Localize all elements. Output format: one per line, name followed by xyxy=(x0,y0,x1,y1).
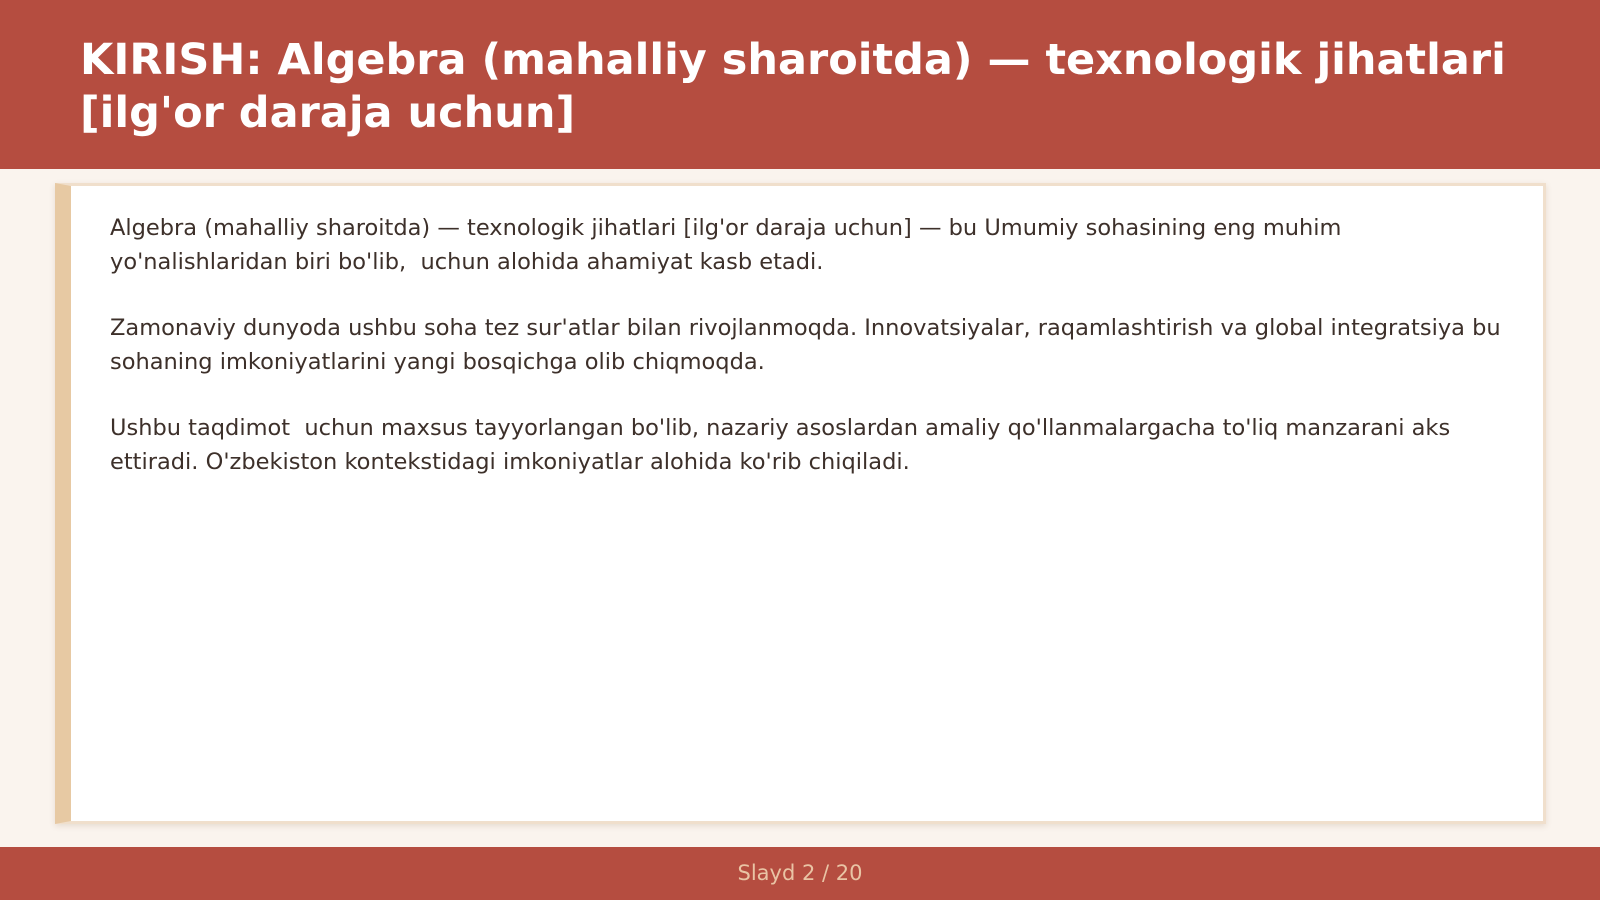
slide-title: KIRISH: Algebra (mahalliy sharoitda) — texnologik jihatlari [ilg'or daraja uchun] xyxy=(80,35,1506,138)
paragraph-intro: Algebra (mahalliy sharoitda) — texnologik jihatlari [ilg'or daraja uchun] — bu Umumiy sohasining eng muhim yo'nalishlaridan biri bo'lib, uchun alohida ahamiyat kasb etadi. xyxy=(110,215,1349,275)
slide-counter: Slayd 2 / 20 xyxy=(737,861,863,885)
paragraph-modern-world: Zamonaviy dunyoda ushbu soha tez sur'atlar bilan rivojlanmoqda. Innovatsiyalar, raqamlashtirish va global integratsiya bu sohaning imkoniyatlarini yangi bosqichga olib chiqmoqda. xyxy=(110,315,1508,375)
slide-footer xyxy=(0,847,1600,900)
content-body xyxy=(110,211,1510,511)
slide-header xyxy=(0,0,1600,169)
paragraph-presentation-scope: Ushbu taqdimot uchun maxsus tayyorlangan bo'lib, nazariy asoslardan amaliy qo'llanmalargacha to'liq manzarani aks ettiradi. O'zbekiston kontekstidagi imkoniyatlar alohida ko'rib chiqiladi. xyxy=(110,415,1458,475)
